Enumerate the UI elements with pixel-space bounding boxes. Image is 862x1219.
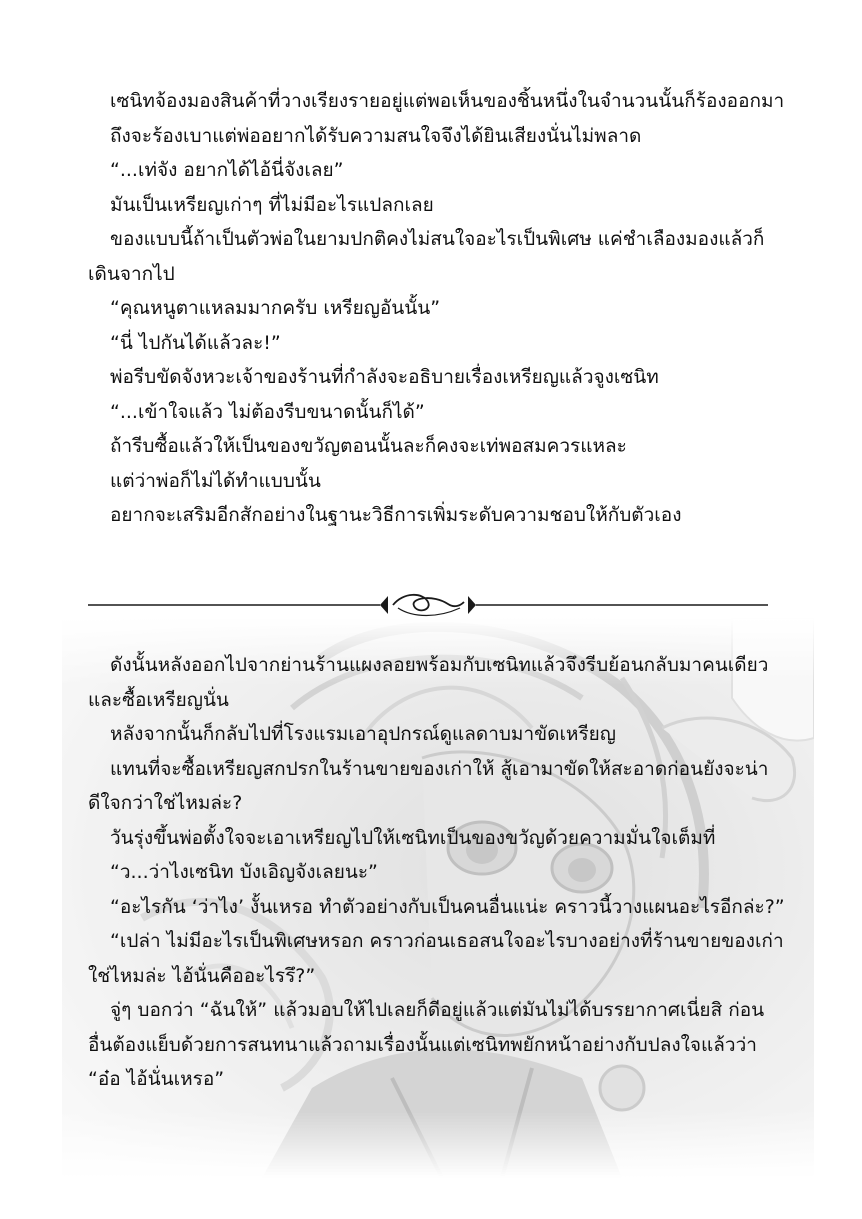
paragraph: มันเป็นเหรียญเก่าๆ ที่ไม่มีอะไรแปลกเลย	[110, 193, 434, 216]
text-block-bottom	[88, 648, 788, 1097]
paragraph: ถ้ารีบซื้อแล้วให้เป็นของขวัญตอนนั้นละก็คงจะเท่พอสมควรแหละ	[110, 435, 627, 457]
scroll-flourish-icon	[88, 588, 768, 622]
paragraph: ของแบบนี้ถ้าเป็นตัวพ่อในยามปกติคงไม่สนใจอะไรเป็นพิเศษ แค่ชำเลืองมองแล้วก็เดินจากไป	[88, 228, 765, 285]
paragraph: “อะไรกัน ‘ว่าไง’ งั้นเหรอ ทำตัวอย่างกับเป็นคนอื่นแน่ะ คราวนี้วางแผนอะไรอีกล่ะ?”	[110, 895, 785, 918]
paragraph: “...เข้าใจแล้ว ไม่ต้องรีบขนาดนั้นก็ได้”	[110, 400, 425, 423]
paragraph: “...เท่จัง อยากได้ไอ้นี่จังเลย”	[110, 159, 344, 181]
paragraph: แต่ว่าพ่อก็ไม่ได้ทำแบบนั้น	[110, 469, 321, 492]
paragraph: พ่อรีบขัดจังหวะเจ้าของร้านที่กำลังจะอธิบายเรื่องเหรียญแล้วจูงเซนิท	[110, 366, 659, 388]
text-block-top	[88, 84, 788, 533]
paragraph: เซนิทจ้องมองสินค้าที่วางเรียงรายอยู่แต่พอเห็นของชิ้นหนึ่งในจำนวนนั้นก็ร้องออกมา	[110, 90, 785, 112]
paragraph: จู่ๆ บอกว่า “ฉันให้” แล้วมอบให้ไปเลยก็ดีอยู่แล้วแต่มันไม่ได้บรรยากาศเนี่ยสิ ก่อนอื่นต้องแย็บด้วยการสนทนาแล้วถามเรื่องนั้นแต่เซนิทพยักหน้าอย่างกับปลงใจแล้วว่า “อ๋อ ไอ้นั่นเหรอ”	[88, 999, 765, 1090]
paragraph: แทนที่จะซื้อเหรียญสกปรกในร้านขายของเก่าให้ สู้เอามาขัดให้สะอาดก่อนยังจะน่าดีใจกว่าใช่ไหมล่ะ?	[88, 757, 769, 814]
paragraph: หลังจากนั้นก็กลับไปที่โรงแรมเอาอุปกรณ์ดูแลดาบมาขัดเหรียญ	[110, 723, 616, 745]
paragraph: วันรุ่งขึ้นพ่อตั้งใจจะเอาเหรียญไปให้เซนิทเป็นของขวัญด้วยความมั่นใจเต็มที่	[110, 826, 716, 849]
paragraph: “ว...ว่าไงเซนิท บังเอิญจังเลยนะ”	[110, 861, 378, 883]
paragraph: ถึงจะร้องเบาแต่พ่ออยากได้รับความสนใจจึงได้ยินเสียงนั่นไม่พลาด	[110, 124, 642, 147]
paragraph: “นี่ ไปกันได้แล้วละ!”	[110, 331, 281, 354]
paragraph: “เปล่า ไม่มีอะไรเป็นพิเศษหรอก คราวก่อนเธอสนใจอะไรบางอย่างที่ร้านขายของเก่าใช่ไหมล่ะ ไอ้นั่นคืออะไรรึ?”	[88, 930, 784, 987]
paragraph: “คุณหนูตาแหลมมากครับ เหรียญอันนั้น”	[110, 297, 441, 319]
paragraph: ดังนั้นหลังออกไปจากย่านร้านแผงลอยพร้อมกับเซนิทแล้วจึงรีบย้อนกลับมาคนเดียวและซื้อเหรียญนั่น	[88, 654, 769, 711]
paragraph: อยากจะเสริมอีกสักอย่างในฐานะวิธีการเพิ่มระดับความชอบให้กับตัวเอง	[110, 504, 682, 526]
